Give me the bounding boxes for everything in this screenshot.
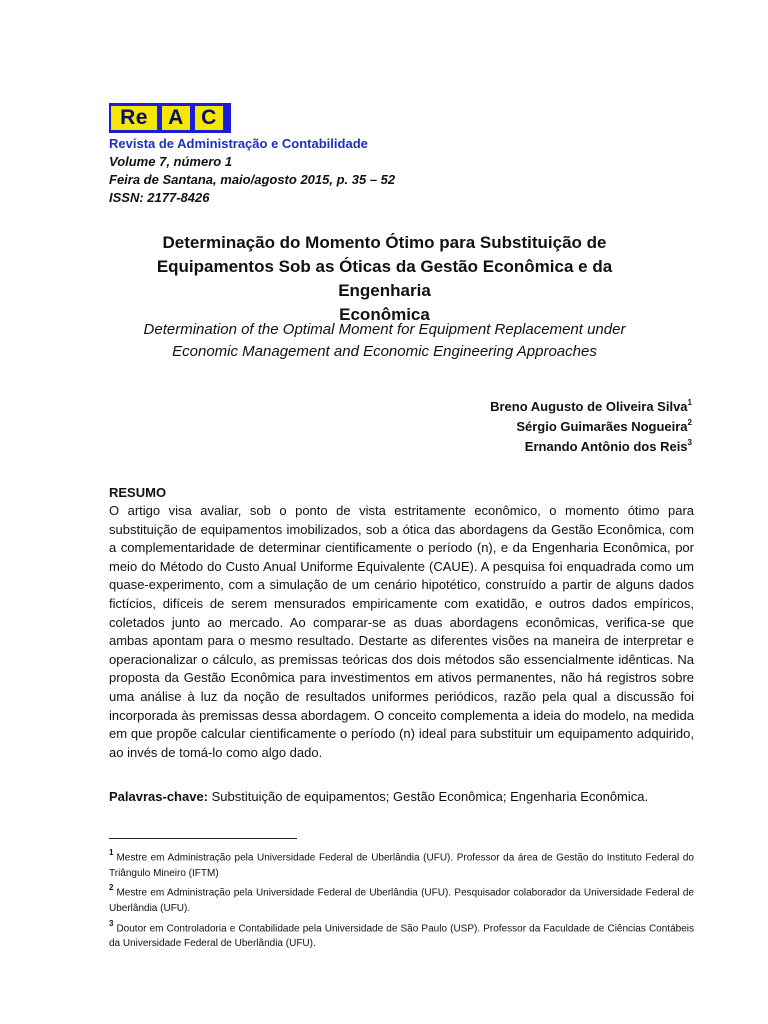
- subtitle-line: Determination of the Optimal Moment for Equipment Replacement under: [143, 321, 626, 338]
- author-name: Breno Augusto de Oliveira Silva: [490, 399, 688, 414]
- footnote-number: 3: [109, 918, 114, 928]
- subtitle-line: Economic Management and Economic Engineering Approaches: [172, 343, 597, 360]
- author-name: Ernando Antônio dos Reis: [524, 439, 688, 454]
- reac-logo: [109, 103, 231, 133]
- title-line: Econômica: [339, 305, 430, 324]
- title-line: Determinação do Momento Ótimo para Substituição de: [162, 233, 607, 252]
- author-name: Sérgio Guimarães Nogueira: [516, 419, 688, 434]
- paper-subtitle-english: [109, 319, 660, 363]
- footnote-text: Doutor em Controladoria e Contabilidade pela Universidade de São Paulo (USP). Professor da Faculdade de Ciências Contábeis da Universidade Federal de Uberlândia (UFU).: [109, 922, 694, 950]
- author-list: [490, 397, 692, 457]
- title-line: Equipamentos Sob as Óticas da Gestão Econômica e da Engenharia: [156, 257, 613, 300]
- journal-name: Revista de Administração e Contabilidade: [109, 136, 368, 151]
- footnote-text: Mestre em Administração pela Universidade Federal de Uberlândia (UFU). Professor da área de Gestão do Instituto Federal do Triângulo Mineiro (IFTM): [109, 852, 694, 879]
- author-footnote-marker: 2: [687, 417, 692, 427]
- logo-c: C: [195, 106, 223, 130]
- footnote: [109, 846, 694, 881]
- footnote-text: Mestre em Administração pela Universidade Federal de Uberlândia (UFU). Pesquisador colaborador da Universidade Federal de Uberlândia (UFU).: [109, 887, 694, 915]
- abstract-heading: RESUMO: [109, 485, 167, 500]
- logo-a: A: [162, 106, 190, 130]
- author: [490, 397, 692, 417]
- footnotes: [109, 846, 694, 952]
- footnote: [109, 917, 694, 952]
- abstract-text: O artigo visa avaliar, sob o ponto de vista estritamente econômico, o momento ótimo para substituição de equipamentos imobilizados, sob a ótica das abordagens da Gestão Econômica, com a complementaridade de determinar cientificamente o período (n), e da Engenharia Econômica, por meio do Método do Custo Anual Uniforme Equivalente (CAUE). A pesquisa foi enquadrada como um quase-experimento, com a simulação de um cenário hipotético, construído a partir de alguns dados fictícios, difíceis de serem mensurados empiricamente com exatidão, e outros dados empíricos, coletados junto ao mercado. Ao comparar-se as duas abordagens econômicas, verifica-se que ambas apontam para o mesmo resultado. Destarte as diferentes visões na maneira de interpretar e operacionalizar o cálculo, as premissas teóricas dos dois métodos são essencialmente idênticas. Na proposta da Gestão Econômica para investimentos em ativos permanentes, não há registros sobre uma análise à luz da noção de resultados uniformes periódicos, razão pela qual a discussão foi incorporada às premissas dessa abordagem. O conceito complementa a ideia do modelo, na medida em que propõe calcular cientificamente o período (n) ideal para substituir um equipamento adquirido, ao invés de tomá-lo como algo dado.: [109, 503, 694, 760]
- paper-title: [109, 231, 660, 327]
- footnote-number: 1: [109, 848, 114, 857]
- footnote-number: 2: [109, 883, 114, 893]
- footnote-divider: [109, 838, 297, 839]
- keywords-label: Palavras-chave:: [109, 789, 209, 804]
- author-footnote-marker: 3: [687, 437, 692, 447]
- logo-re: Re: [111, 106, 157, 130]
- author-footnote-marker: 1: [687, 397, 692, 407]
- keywords: [109, 788, 694, 806]
- journal-location-date: Feira de Santana, maio/agosto 2015, p. 35 – 52: [109, 172, 396, 187]
- author: [490, 437, 692, 457]
- journal-issn: ISSN: 2177-8426: [109, 190, 210, 205]
- author: [490, 417, 692, 437]
- footnote: [109, 881, 694, 916]
- keywords-text: Substituição de equipamentos; Gestão Econômica; Engenharia Econômica.: [208, 789, 649, 804]
- journal-volume: Volume 7, número 1: [109, 154, 233, 169]
